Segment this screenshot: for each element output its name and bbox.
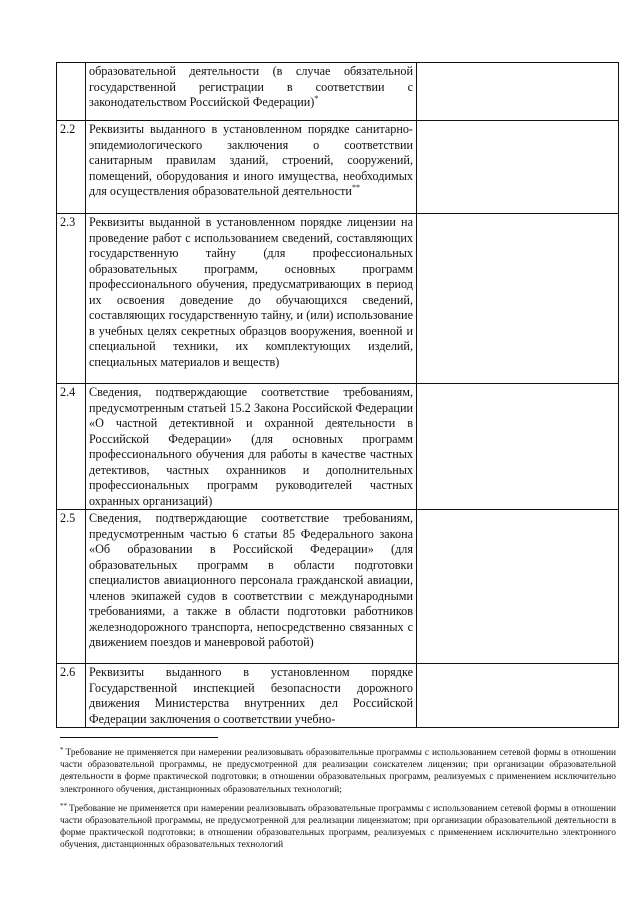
row-number: 2.2 <box>57 121 86 214</box>
table-row <box>57 384 619 510</box>
footnote-mark: ** <box>60 801 67 810</box>
row-text <box>86 664 417 728</box>
row-text <box>86 63 417 121</box>
row-number <box>57 63 86 121</box>
footnote-divider <box>60 737 218 738</box>
row-text <box>86 384 417 510</box>
footnotes <box>60 744 616 856</box>
row-text <box>86 214 417 384</box>
footnote <box>60 800 616 852</box>
table-row <box>57 121 619 214</box>
row-value-cell <box>417 63 619 121</box>
row-number: 2.3 <box>57 214 86 384</box>
footnote-text: Требование не применяется при намерении реализовывать образовательные программы с использованием сетевой формы в отношении части образовательной программы, не предусмотренной для реализации лицензиатом; при организации образовательной деятельности в форме практической подготовки; в отношении образовательных программ, реализуемых с применением исключительно электронного обучения, дистанционных образовательных технологий <box>60 803 616 851</box>
row-text-content: Реквизиты выданной в установленном порядке лицензии на проведение работ с использованием сведений, составляющих государственную тайну (для профессиональных образовательных программ, основных программ профессионального обучения, предусматривающих в период их освоения доведение до обучающихся сведений, составляющих государственную тайну, и (или) использование в учебных целях секретных образцов вооружения, военной и специальной техники, их комплектующих изделий, специальных материалов и веществ) <box>89 215 413 369</box>
row-text-content: Сведения, подтверждающие соответствие требованиям, предусмотренным статьей 15.2 Закона Российской Федерации «О частной детективной и охранной деятельности в Российской Федерации» (для основных программ профессионального обучения для работы в качестве частных детективов, частных охранников и дополнительных профессиональных программ руководителей частных охранных организаций) <box>89 385 413 508</box>
row-text-content: Реквизиты выданного в установленном порядке санитарно-эпидемиологического заключения о соответствии санитарным правилам зданий, строений, сооружений, помещений, оборудования и иного имущества, необходимых для осуществления образовательной деятельности <box>89 122 413 198</box>
row-number: 2.6 <box>57 664 86 728</box>
row-value-cell <box>417 384 619 510</box>
footnote <box>60 744 616 796</box>
table-row <box>57 510 619 664</box>
row-text-content: Реквизиты выданного в установленном порядке Государственной инспекцией безопасности дорожного движения Министерства внутренних дел Российской Федерации заключения о соответствии учебно- <box>89 665 413 726</box>
table-row <box>57 664 619 728</box>
row-text-content: образовательной деятельности (в случае обязательной государственной регистрации в соответствии с законодательством Российской Федерации) <box>89 64 413 109</box>
row-text <box>86 510 417 664</box>
row-value-cell <box>417 510 619 664</box>
table-row <box>57 214 619 384</box>
row-value-cell <box>417 214 619 384</box>
row-text-content: Сведения, подтверждающие соответствие требованиям, предусмотренным частью 6 статьи 85 Федерального закона «Об образовании в Российской Федерации» (для образовательных программ в области подготовки специалистов авиационного персонала гражданской авиации, членов экипажей судов в соответствии с международными требованиями, а также в области подготовки работников железнодорожного транспорта, непосредственно связанных с движением поездов и маневровой работой) <box>89 511 413 649</box>
footnote-ref: ** <box>351 183 360 192</box>
requirements-table <box>56 62 619 728</box>
row-number: 2.5 <box>57 510 86 664</box>
table-row <box>57 63 619 121</box>
footnote-text: Требование не применяется при намерении реализовывать образовательные программы с использованием сетевой формы в отношении части образовательной программы, не предусмотренной для реализации соискателем лицензии; при организации образовательной деятельности в форме практической подготовки; в отношении образовательных программ, реализуемых с применением исключительно электронного обучения, дистанционных образовательных технологий; <box>60 748 616 795</box>
row-number: 2.4 <box>57 384 86 510</box>
footnote-mark: * <box>60 746 64 754</box>
row-text <box>86 121 417 214</box>
row-value-cell <box>417 664 619 728</box>
footnote-ref: * <box>314 94 319 103</box>
row-value-cell <box>417 121 619 214</box>
